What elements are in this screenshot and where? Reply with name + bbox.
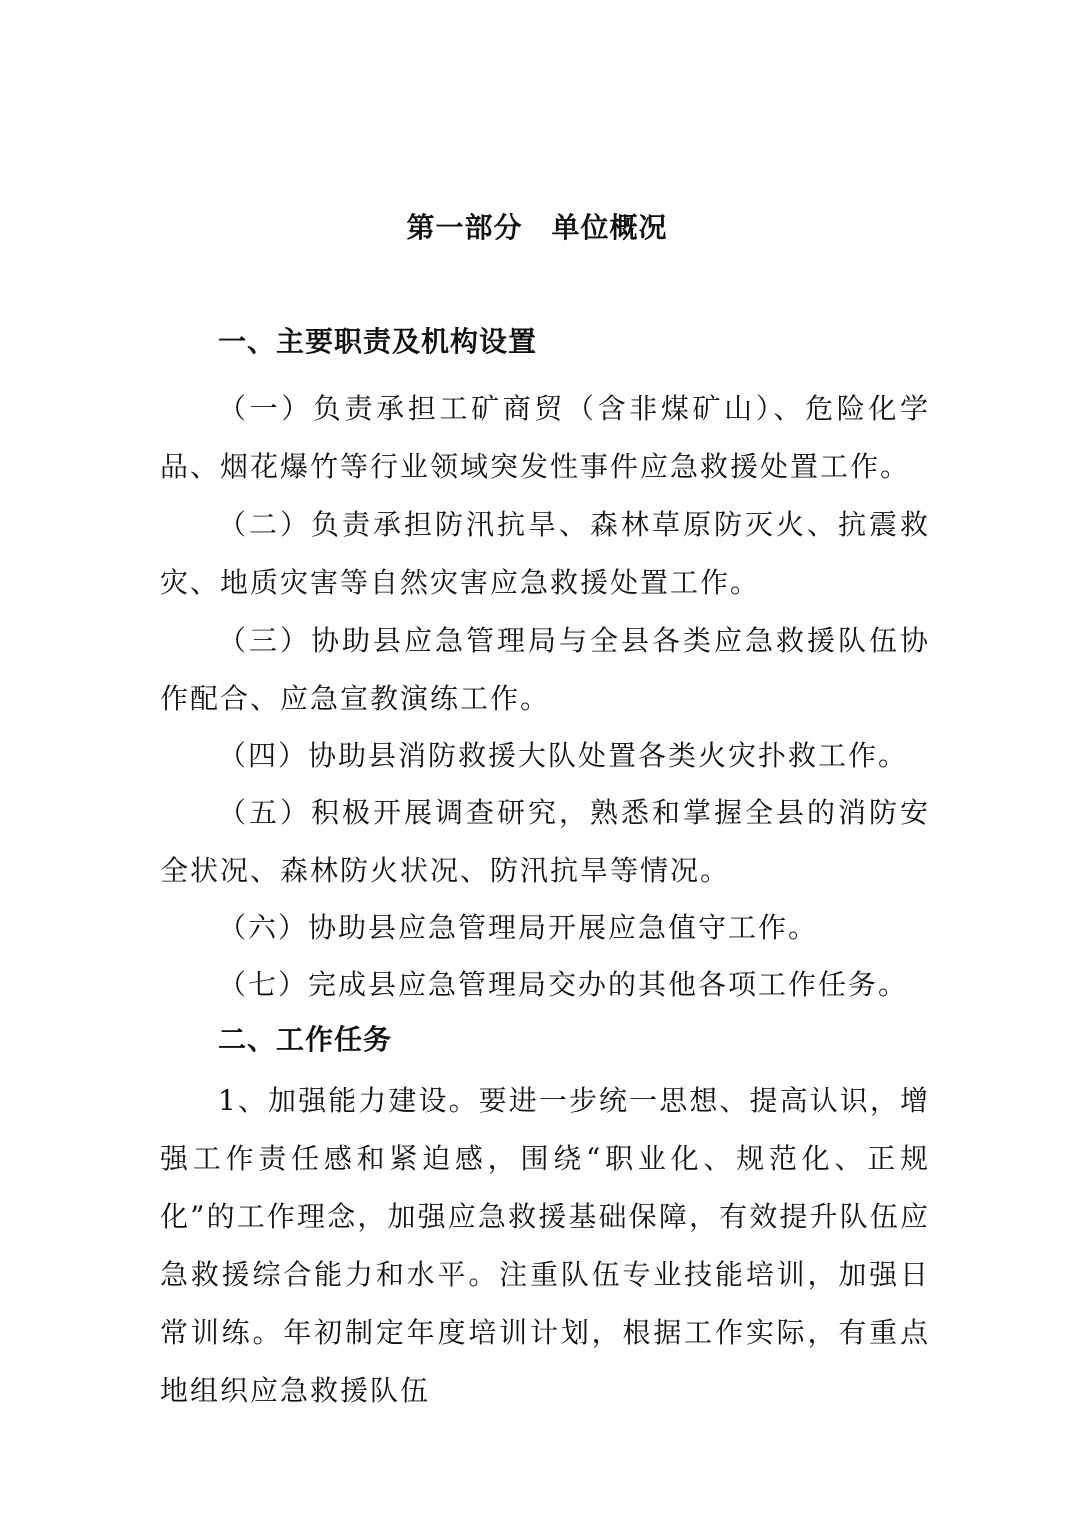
task-paragraph-1: 1、加强能力建设。要进一步统一思想、提高认识，增强工作责任感和紧迫感，围绕“职业化、规范化、正规化”的工作理念，加强应急救援基础保障，有效提升队伍应急救援综合能力和水平。注重队伍专业技能培训，加强日常训练。年初制定年度培训计划，根据工作实际，有重点地组织应急救援队伍 bbox=[160, 1084, 930, 1407]
duty-item-7: （七）完成县应急管理局交办的其他各项工作任务。 bbox=[218, 968, 909, 1001]
page-title: 第一部分 单位概况 bbox=[406, 211, 668, 244]
duty-item-2: （二）负责承担防汛抗旱、森林草原防灭火、抗震救灾、地质灾害等自然灾害应急救援处置工作。 bbox=[160, 508, 930, 599]
section-heading-tasks: 二、工作任务 bbox=[218, 1023, 393, 1056]
section-heading-duties: 一、主要职责及机构设置 bbox=[218, 325, 538, 358]
duty-item-1: （一）负责承担工矿商贸（含非煤矿山）、危险化学品、烟花爆竹等行业领域突发性事件应急救援处置工作。 bbox=[160, 392, 930, 483]
duty-item-6: （六）协助县应急管理局开展应急值守工作。 bbox=[218, 911, 819, 944]
duty-item-3: （三）协助县应急管理局与全县各类应急救援队伍协作配合、应急宣教演练工作。 bbox=[160, 624, 930, 715]
duty-item-4: （四）协助县消防救援大队处置各类火灾扑救工作。 bbox=[218, 739, 909, 772]
duty-item-5: （五）积极开展调查研究，熟悉和掌握全县的消防安全状况、森林防火状况、防汛抗旱等情况。 bbox=[160, 796, 930, 887]
